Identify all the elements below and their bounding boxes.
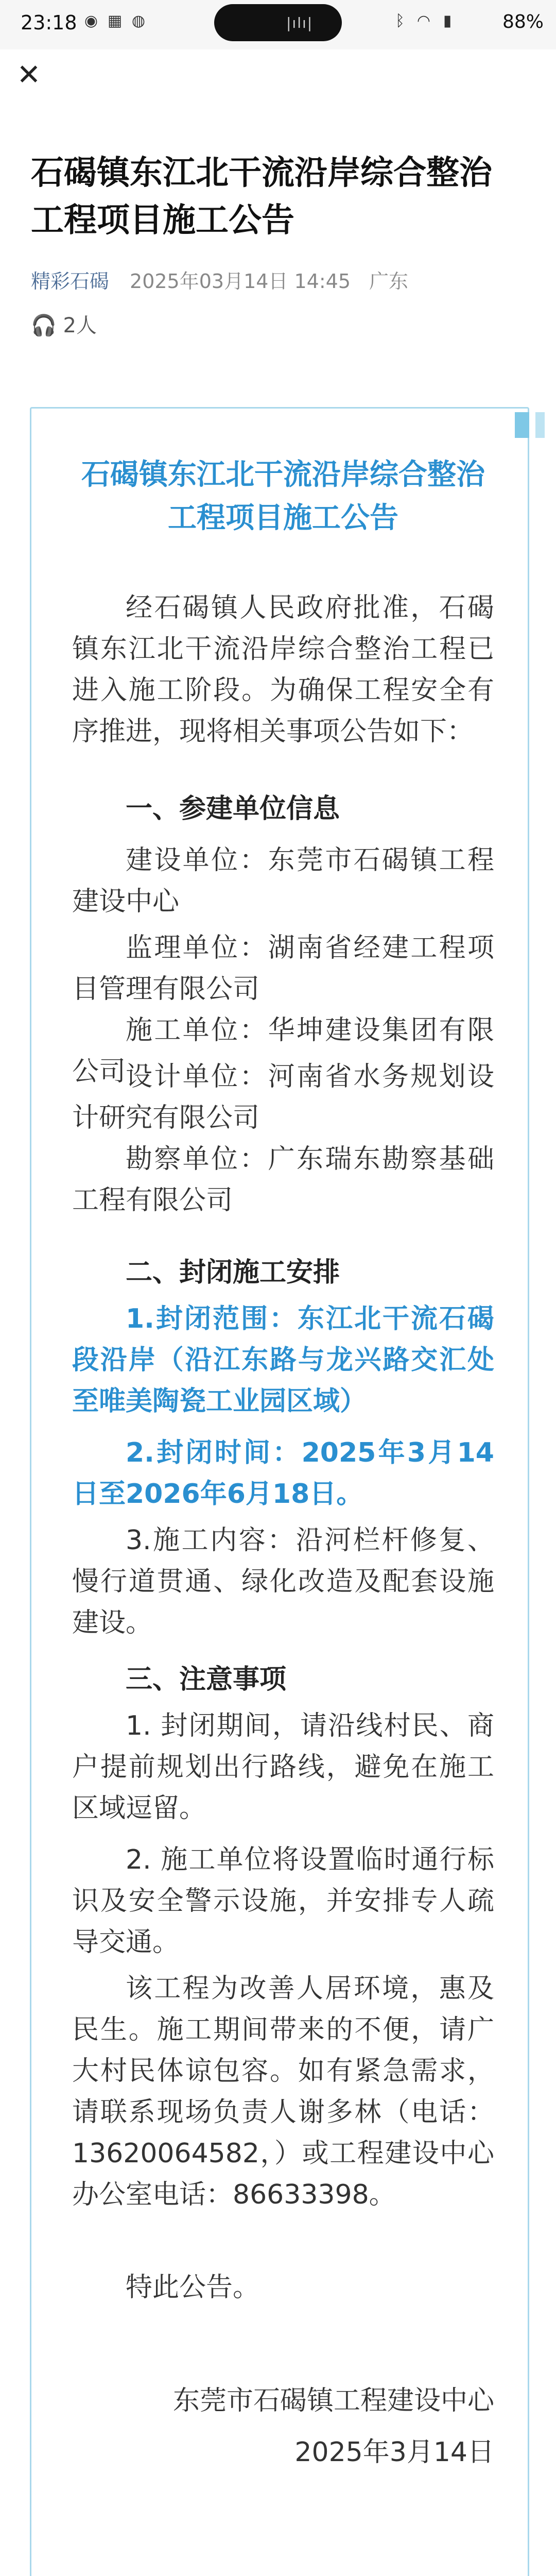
notice-intro: 经石碣镇人民政府批准，石碣镇东江北干流沿岸综合整治工程已进入施工阶段。为确保工程安全有序推进，现将相关事项公告如下： [72, 592, 494, 747]
article-datetime: 2025年03月14日 14:45 [130, 270, 351, 293]
card-corner-decoration [515, 412, 529, 438]
article-meta [31, 265, 408, 294]
notice-special: 特此公告。 [126, 2272, 260, 2303]
unit-design: 设计单位：河南省水务规划设计研究有限公司 [72, 1061, 494, 1133]
close-icon[interactable]: ✕ [16, 58, 41, 92]
unit-build: 建设单位：东莞市石碣镇工程建设中心 [72, 845, 494, 917]
listeners[interactable] [31, 309, 97, 338]
notice-title: 石碣镇东江北干流沿岸综合整治工程项目施工公告 [81, 458, 485, 535]
construction-content: 3.施工内容：沿河栏杆修复、慢行道贯通、绿化改造及配套设施建设。 [72, 1525, 494, 1638]
card-corner-decoration [535, 412, 545, 438]
battery-level: 88% [502, 11, 544, 32]
section3-title: 三、注意事项 [126, 1664, 287, 1695]
status-time: 23:18 [21, 11, 77, 34]
article-location: 广东 [369, 270, 409, 293]
chat-notification-icon: ◍ [131, 12, 146, 30]
section1-title: 一、参建单位信息 [126, 793, 340, 824]
notice-closing: 该工程为改善人居环境，惠及民生。施工期间带来的不便，请广大村民体谅包容。如有紧急需求，请联系现场负责人谢多林（电话：13620064582，）或工程建设中心办公室电话：86633398。 [72, 1973, 494, 2210]
article-title: 石碣镇东江北干流沿岸综合整治工程项目施工公告 [31, 154, 492, 240]
note-2: 2. 施工单位将设置临时通行标识及安全警示设施，并安排专人疏导交通。 [72, 1844, 494, 1958]
listener-count: 2人 [63, 314, 97, 337]
grid-notification-icon: ▦ [107, 12, 123, 30]
section2-title: 二、封闭施工安排 [126, 1257, 340, 1288]
sign-date: 2025年3月14日 [294, 2437, 494, 2468]
headphone-icon: 🎧 [31, 314, 57, 337]
article-source[interactable]: 精彩石碣 [31, 270, 110, 293]
unit-supervise: 监理单位：湖南省经建工程项目管理有限公司 [72, 933, 494, 1005]
app-notification-icon: ◉ [84, 12, 98, 30]
note-1: 1. 封闭期间，请沿线村民、商户提前规划出行路线，避免在施工区域逗留。 [72, 1710, 494, 1824]
unit-survey: 勘察单位：广东瑞东勘察基础工程有限公司 [72, 1144, 494, 1216]
closure-period: 2.封闭时间：2025年3月14日至2026年6月18日。 [72, 1437, 494, 1510]
closure-scope: 1.封闭范围：东江北干流石碣段沿岸（沿江东路与龙兴路交汇处至唯美陶瓷工业园区域） [72, 1303, 494, 1417]
unit-construct: 施工单位：华坤建设集团有限公司 [72, 1015, 494, 1087]
sign-org: 东莞市石碣镇工程建设中心 [172, 2385, 494, 2416]
wifi-icon: ◠ [416, 12, 431, 30]
bluetooth-icon: ᛒ [395, 12, 405, 30]
dynamic-island: |ılı| [214, 4, 342, 41]
signal-icon: ▮ [443, 12, 452, 30]
